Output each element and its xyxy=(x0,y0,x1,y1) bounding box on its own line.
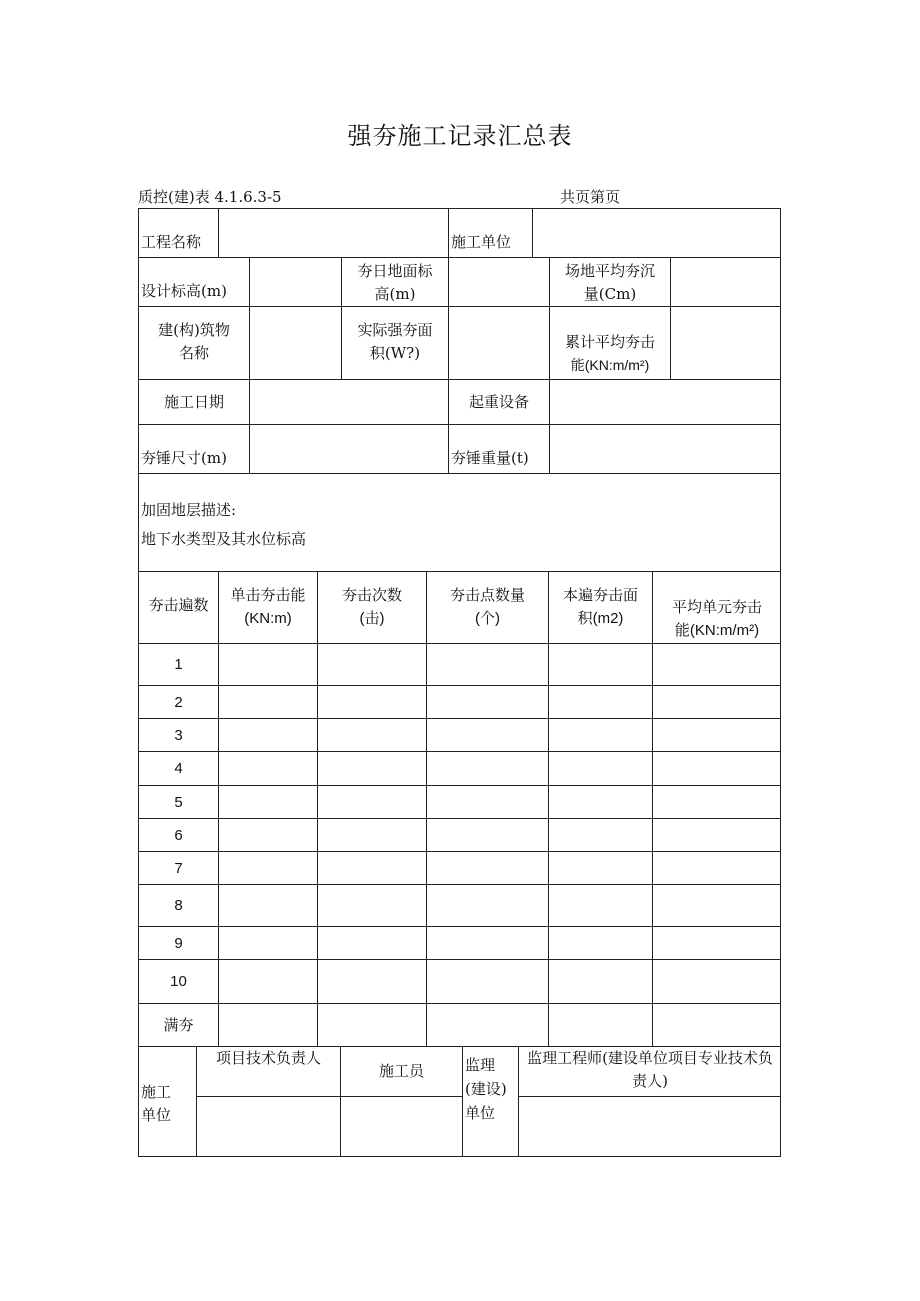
label-project-name: 工程名称 xyxy=(138,208,218,257)
row-label-1: 1 xyxy=(138,643,218,685)
field-avg-settlement[interactable] xyxy=(670,257,781,306)
label-supervising-engineer: 监理工程师(建设单位项目专业技术负责人) xyxy=(518,1046,781,1096)
cell-row4-pass-area[interactable] xyxy=(548,751,652,785)
label-groundwater: 地下水类型及其水位标高 xyxy=(141,530,307,548)
cell-row10-point-count[interactable] xyxy=(426,959,548,1003)
cell-row1-pass-area[interactable] xyxy=(548,643,652,685)
stratum-description[interactable] xyxy=(138,473,781,571)
row-label-2: 2 xyxy=(138,685,218,718)
field-ground-elevation[interactable] xyxy=(448,257,549,306)
cell-row5-point-count[interactable] xyxy=(426,785,548,818)
cell-row8-point-count[interactable] xyxy=(426,884,548,926)
field-actual-area[interactable] xyxy=(448,306,549,379)
cell-row5-blow-count[interactable] xyxy=(317,785,426,818)
field-hammer-size[interactable] xyxy=(249,424,448,473)
cell-row4-single-energy[interactable] xyxy=(218,751,317,785)
label-tech-lead: 项目技术负责人 xyxy=(196,1046,340,1096)
cell-row6-single-energy[interactable] xyxy=(218,818,317,851)
cell-row3-single-energy[interactable] xyxy=(218,718,317,751)
header-avg-unit-energy: 平均单元夯击 能(KN:m/m²) xyxy=(652,571,781,643)
header-pass-area: 本遍夯击面 积(m2) xyxy=(548,571,652,643)
header-blow-count: 夯击次数 (击) xyxy=(317,571,426,643)
label-hammer-weight: 夯锤重量(t) xyxy=(448,424,549,473)
cell-row1-avg-unit-energy[interactable] xyxy=(652,643,781,685)
row-label-3: 3 xyxy=(138,718,218,751)
cell-row11-blow-count[interactable] xyxy=(317,1003,426,1046)
cell-row10-pass-area[interactable] xyxy=(548,959,652,1003)
label-lifting-equipment: 起重设备 xyxy=(448,379,549,424)
cell-row2-avg-unit-energy[interactable] xyxy=(652,685,781,718)
cell-row8-single-energy[interactable] xyxy=(218,884,317,926)
row-label-6: 6 xyxy=(138,818,218,851)
field-cumulative-energy[interactable] xyxy=(670,306,781,379)
cell-row2-point-count[interactable] xyxy=(426,685,548,718)
label-ground-elevation: 夯日地面标 高(m) xyxy=(341,257,448,306)
field-construction-unit[interactable] xyxy=(532,208,781,257)
sig-construction-unit: 施工单位 xyxy=(138,1046,196,1157)
cell-row7-point-count[interactable] xyxy=(426,851,548,884)
cell-row10-blow-count[interactable] xyxy=(317,959,426,1003)
cell-row6-point-count[interactable] xyxy=(426,818,548,851)
cell-row11-point-count[interactable] xyxy=(426,1003,548,1046)
cell-row8-avg-unit-energy[interactable] xyxy=(652,884,781,926)
label-construction-unit: 施工单位 xyxy=(448,208,532,257)
cell-row1-blow-count[interactable] xyxy=(317,643,426,685)
cell-row8-pass-area[interactable] xyxy=(548,884,652,926)
label-avg-settlement: 场地平均夯沉 量(Cm) xyxy=(549,257,670,306)
cell-row2-single-energy[interactable] xyxy=(218,685,317,718)
cell-row3-blow-count[interactable] xyxy=(317,718,426,751)
cell-row8-blow-count[interactable] xyxy=(317,884,426,926)
cell-row4-blow-count[interactable] xyxy=(317,751,426,785)
row-label-7: 7 xyxy=(138,851,218,884)
cell-row7-single-energy[interactable] xyxy=(218,851,317,884)
cell-row9-point-count[interactable] xyxy=(426,926,548,959)
row-label-4: 4 xyxy=(138,751,218,785)
cell-row10-single-energy[interactable] xyxy=(218,959,317,1003)
cell-row9-single-energy[interactable] xyxy=(218,926,317,959)
label-supervision-unit: 监理(建设)单位 xyxy=(462,1046,518,1157)
sign-supervising-engineer[interactable] xyxy=(518,1096,781,1157)
cell-row3-avg-unit-energy[interactable] xyxy=(652,718,781,751)
cell-row5-single-energy[interactable] xyxy=(218,785,317,818)
cell-row6-avg-unit-energy[interactable] xyxy=(652,818,781,851)
cell-row10-avg-unit-energy[interactable] xyxy=(652,959,781,1003)
cell-row3-point-count[interactable] xyxy=(426,718,548,751)
field-design-elevation[interactable] xyxy=(249,257,341,306)
row-label-8: 8 xyxy=(138,884,218,926)
row-label-10: 10 xyxy=(138,959,218,1003)
cell-row6-blow-count[interactable] xyxy=(317,818,426,851)
page-info: 共页第页 xyxy=(560,188,621,206)
header-single-energy: 单击夯击能 (KN:m) xyxy=(218,571,317,643)
label-building-name: 建(构)筑物 名称 xyxy=(138,306,249,379)
label-hammer-size: 夯锤尺寸(m) xyxy=(138,424,249,473)
sign-tech-lead[interactable] xyxy=(196,1096,340,1157)
cell-row4-point-count[interactable] xyxy=(426,751,548,785)
row-label-11: 满夯 xyxy=(138,1003,218,1046)
label-cumulative-energy: 累计平均夯击 能(KN:m/m²) xyxy=(549,306,670,379)
field-lifting-equipment[interactable] xyxy=(549,379,781,424)
header-pass-count: 夯击遍数 xyxy=(138,571,218,643)
field-hammer-weight[interactable] xyxy=(549,424,781,473)
header-point-count: 夯击点数量 (个) xyxy=(426,571,548,643)
row-label-9: 9 xyxy=(138,926,218,959)
cell-row11-single-energy[interactable] xyxy=(218,1003,317,1046)
cell-row5-pass-area[interactable] xyxy=(548,785,652,818)
cell-row6-pass-area[interactable] xyxy=(548,818,652,851)
sheet-border-right xyxy=(780,208,781,1157)
cell-row3-pass-area[interactable] xyxy=(548,718,652,751)
row-label-5: 5 xyxy=(138,785,218,818)
cell-row2-pass-area[interactable] xyxy=(548,685,652,718)
cell-row9-avg-unit-energy[interactable] xyxy=(652,926,781,959)
cell-row9-blow-count[interactable] xyxy=(317,926,426,959)
sheet-border-bottom xyxy=(138,1156,781,1157)
cell-row2-blow-count[interactable] xyxy=(317,685,426,718)
label-design-elevation: 设计标高(m) xyxy=(138,257,249,306)
sign-constructor[interactable] xyxy=(340,1096,462,1157)
cell-row11-pass-area[interactable] xyxy=(548,1003,652,1046)
cell-row1-single-energy[interactable] xyxy=(218,643,317,685)
cell-row4-avg-unit-energy[interactable] xyxy=(652,751,781,785)
cell-row7-avg-unit-energy[interactable] xyxy=(652,851,781,884)
page-title: 强夯施工记录汇总表 xyxy=(347,122,573,150)
field-project-name[interactable] xyxy=(218,208,448,257)
cell-row5-avg-unit-energy[interactable] xyxy=(652,785,781,818)
cell-row7-pass-area[interactable] xyxy=(548,851,652,884)
label-layer-description: 加固地层描述: xyxy=(141,501,237,519)
cell-row1-point-count[interactable] xyxy=(426,643,548,685)
label-actual-area: 实际强夯面 积(W?) xyxy=(341,306,448,379)
field-building-name[interactable] xyxy=(249,306,341,379)
label-construction-date: 施工日期 xyxy=(138,379,249,424)
cell-row7-blow-count[interactable] xyxy=(317,851,426,884)
record-sheet xyxy=(138,208,781,1157)
cell-row11-avg-unit-energy[interactable] xyxy=(652,1003,781,1046)
field-construction-date[interactable] xyxy=(249,379,448,424)
form-code: 质控(建)表 4.1.6.3-5 xyxy=(138,188,282,206)
label-constructor: 施工员 xyxy=(340,1046,462,1096)
cell-row9-pass-area[interactable] xyxy=(548,926,652,959)
